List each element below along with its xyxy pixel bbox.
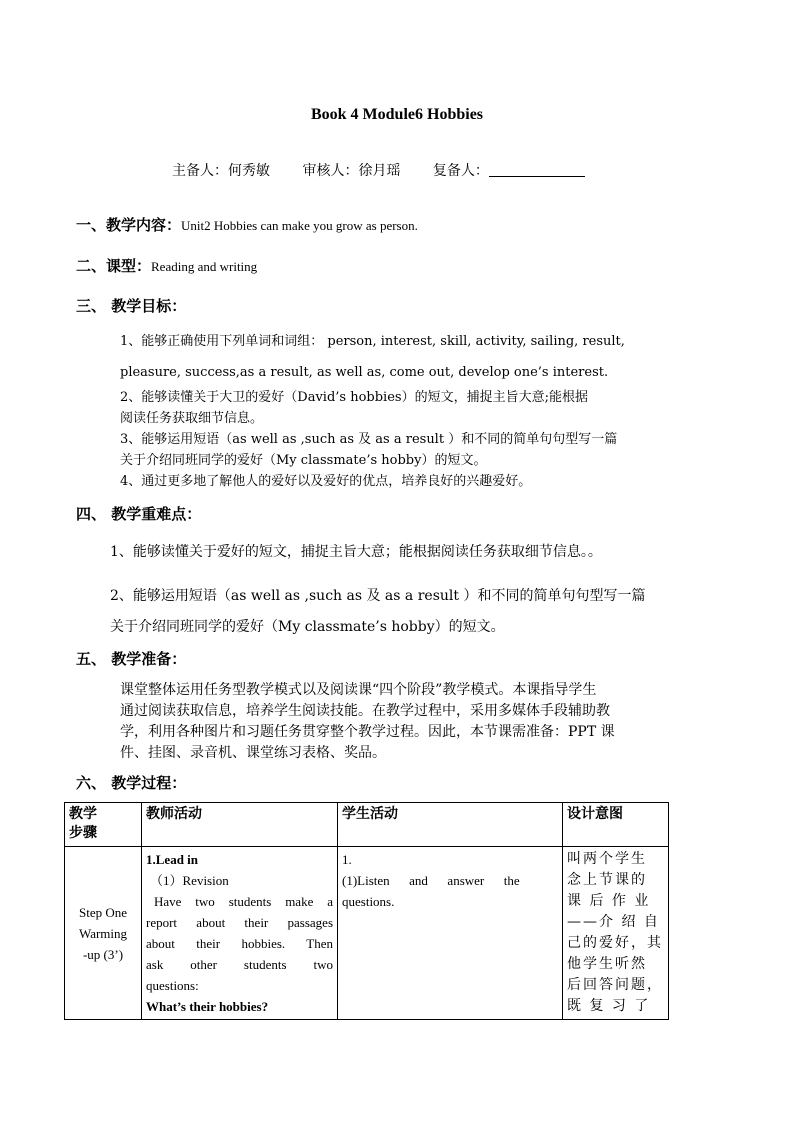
design-line-6: 他学生听然 [567,956,647,972]
teacher-heading: 1.Lead in [146,852,199,867]
teacher-sub: （1）Revision [150,873,229,888]
section-type-label: 二、课型： [76,257,152,275]
goal-line-2: pleasure, success,as a result, as well as, come out, develop one’s interest. [120,365,609,380]
preparers-line [172,160,613,180]
design-line-1: 叫两个学生 [567,851,647,867]
section-process-label: 六、 教学过程： [76,774,187,792]
table-header-row [65,803,669,847]
reviewer: 审核人：徐月瑶 [302,163,401,179]
student-activity-cell [338,847,563,1020]
secondary-preparer-blank [489,162,585,177]
difficulty-line-3: 关于介绍同班同学的爱好（My classmate’s hobby）的短文。 [110,619,505,635]
teacher-question: What’s their hobbies? [146,999,269,1014]
section-goals-label: 三、 教学目标： [76,297,187,315]
design-line-2: 念上节课的 [567,872,647,888]
difficulty-line-2: 2、能够运用短语（as well as ,such as 及 as a result ）和不同的简单句句型写一篇 [110,588,646,604]
section-content-label: 一、教学内容： [76,216,182,234]
section-difficulties-label: 四、 教学重难点： [76,505,202,523]
student-num: 1. [342,852,352,867]
section-type [76,255,257,276]
step-cell [65,847,142,1020]
header-step-line1: 教学 [69,806,97,822]
teacher-line-3: about their hobbies. Then [146,936,333,951]
design-line-5: 己的爱好，其 [567,935,663,951]
secondary-preparer [433,163,613,179]
teacher-line-4: ask other students two [146,957,333,972]
process-table [64,802,669,1020]
section-type-value: Reading and writing [151,259,258,274]
design-intent-cell [563,847,669,1020]
step-line-1: Step One [78,904,128,920]
teacher-activity-cell [142,847,338,1020]
document-title: Book 4 Module6 Hobbies [310,106,484,123]
preparation-line-2: 通过阅读获取信息，培养学生阅读技能。在教学过程中，采用多媒体手段辅助教 [120,703,610,719]
goal-line-3: 2、能够读懂关于大卫的爱好（David’s hobbies）的短文，捕捉主旨大意;能根据 [120,390,588,405]
preparation-line-4: 件、挂图、录音机、课堂练习表格、奖品。 [120,745,386,761]
goal-line-1: 1、能够正确使用下列单词和词组： person, interest, skill, activity, sailing, result, [120,334,625,349]
design-line-4: ——介 绍 自 [567,914,660,930]
design-line-3: 课 后 作 业 [567,893,651,909]
secondary-preparer-label: 复备人： [432,163,489,179]
design-line-8: 既 复 习 了 [567,998,651,1014]
design-line-7: 后回答问题， [567,977,663,993]
header-design: 设计意图 [563,803,669,847]
difficulty-line-1: 1、能够读懂关于爱好的短文，捕捉主旨大意；能根据阅读任务获取细节信息。。 [110,544,602,560]
header-teacher: 教师活动 [142,803,338,847]
teacher-line-1: Have two students make a [154,894,333,909]
goal-line-6: 关于介绍同班同学的爱好（My classmate’s hobby）的短文。 [120,453,487,468]
teacher-line-2: report about their passages [146,915,333,930]
main-preparer: 主备人：何秀敏 [172,163,270,179]
header-student: 学生活动 [338,803,563,847]
section-content [76,214,418,235]
header-step [65,803,142,847]
goal-line-4: 阅读任务获取细节信息。 [120,411,264,426]
preparation-line-1: 课堂整体运用任务型教学模式以及阅读课“四个阶段”教学模式。本课指导学生 [120,682,597,698]
goal-line-7: 4、通过更多地了解他人的爱好以及爱好的优点，培养良好的兴趣爱好。 [120,474,532,489]
step-line-2: Warming [78,925,128,941]
header-step-line2: 步骤 [69,825,97,841]
section-preparation-label: 五、 教学准备： [76,650,187,668]
student-line-2: questions. [342,894,395,909]
goal-line-5: 3、能够运用短语（as well as ,such as 及 as a result ）和不同的简单句句型写一篇 [120,432,618,447]
preparation-line-3: 学，利用各种图片和习题任务贯穿整个教学过程。因此，本节课需准备：PPT 课 [120,724,615,740]
table-row [65,847,669,1020]
section-content-value: Unit2 Hobbies can make you grow as person. [181,218,418,233]
step-line-3: -up (3’) [82,946,124,962]
teacher-line-5: questions: [146,978,199,993]
student-line-1: (1)Listen and answer the [342,873,520,888]
